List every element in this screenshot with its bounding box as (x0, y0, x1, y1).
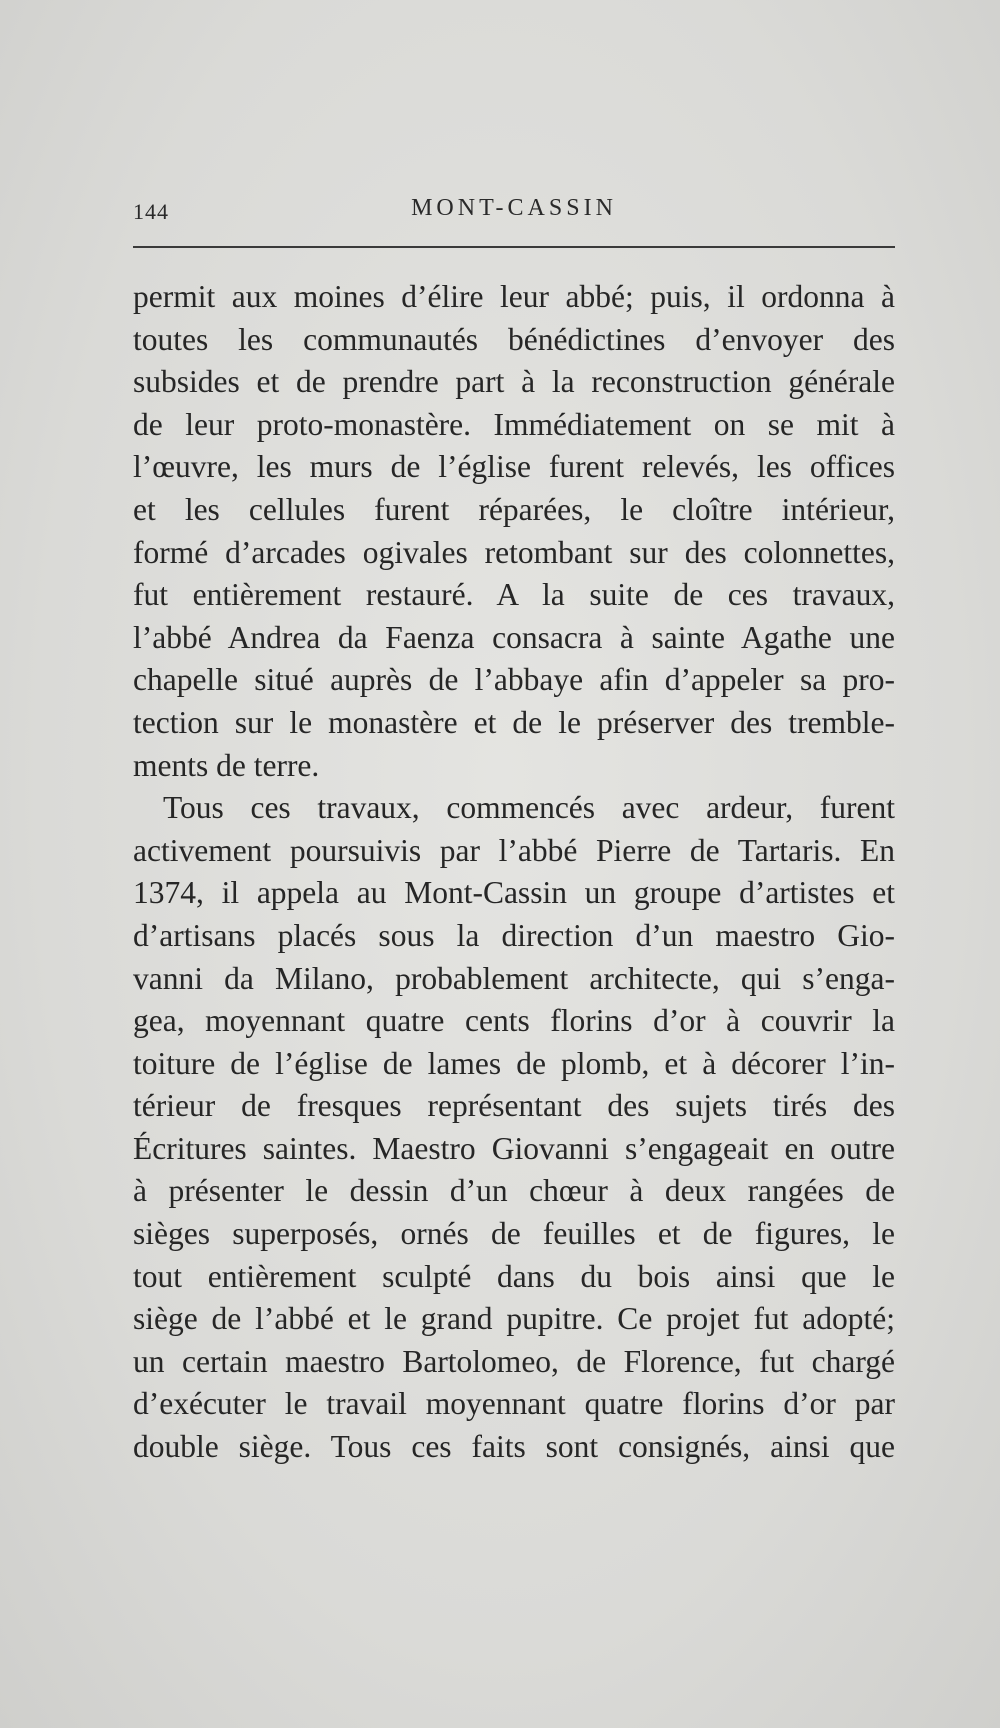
text-line: activement poursuivis par l’abbé Pierre de Tartaris. En (133, 832, 895, 868)
text-line: vanni da Milano, probablement architecte, qui s’enga- (133, 960, 895, 996)
header-rule (133, 246, 895, 248)
text-line: l’abbé Andrea da Faenza consacra à sainte Agathe une (133, 619, 895, 655)
text-line: ments de terre. (133, 747, 320, 783)
text-line: tout entièrement sculpté dans du bois ainsi que le (133, 1258, 895, 1294)
text-line: toutes les communautés bénédictines d’envoyer des (133, 321, 895, 357)
text-line: chapelle situé auprès de l’abbaye afin d’appeler sa pro- (133, 662, 895, 698)
text-line: subsides et de prendre part à la reconstruction générale (133, 364, 895, 400)
text-line: double siège. Tous ces faits sont consignés, ainsi que (133, 1429, 895, 1465)
text-line: 1374, il appela au Mont-Cassin un groupe d’artistes et (133, 875, 895, 911)
text-line: gea, moyennant quatre cents florins d’or à couvrir la (133, 1003, 895, 1039)
text-line: térieur de fresques représentant des sujets tirés des (133, 1088, 895, 1124)
text-line: d’artisans placés sous la direction d’un maestro Gio- (133, 917, 895, 953)
paragraph-1 (133, 276, 895, 787)
paragraph-2 (133, 787, 895, 1469)
text-line: permit aux moines d’élire leur abbé; puis, il ordonna à (133, 279, 895, 314)
text-line: sièges superposés, ornés de feuilles et de figures, le (133, 1216, 895, 1252)
text-line: fut entièrement restauré. A la suite de ces travaux, (133, 577, 895, 613)
page-header (133, 195, 895, 235)
body-text (133, 276, 895, 1469)
text-line: formé d’arcades ogivales retombant sur des colonnettes, (133, 534, 895, 570)
text-line: siège de l’abbé et le grand pupitre. Ce projet fut adopté; (133, 1301, 895, 1337)
text-line: Tous ces travaux, commencés avec ardeur, furent (163, 790, 895, 826)
text-line: Écritures saintes. Maestro Giovanni s’engageait en outre (133, 1130, 895, 1166)
text-line: de leur proto-monastère. Immédiatement on se mit à (133, 406, 895, 442)
text-line: à présenter le dessin d’un chœur à deux rangées de (133, 1173, 895, 1209)
text-line: tection sur le monastère et de le préserver des tremble- (133, 704, 895, 740)
text-line: un certain maestro Bartolomeo, de Florence, fut chargé (133, 1343, 895, 1379)
text-line: et les cellules furent réparées, le cloître intérieur, (133, 491, 895, 527)
running-title: MONT-CASSIN (411, 195, 617, 221)
text-line: l’œuvre, les murs de l’église furent relevés, les offices (133, 449, 895, 485)
text-line: d’exécuter le travail moyennant quatre florins d’or par (133, 1386, 895, 1422)
text-line: toiture de l’église de lames de plomb, et à décorer l’in- (133, 1045, 895, 1081)
page-number: 144 (133, 199, 169, 224)
